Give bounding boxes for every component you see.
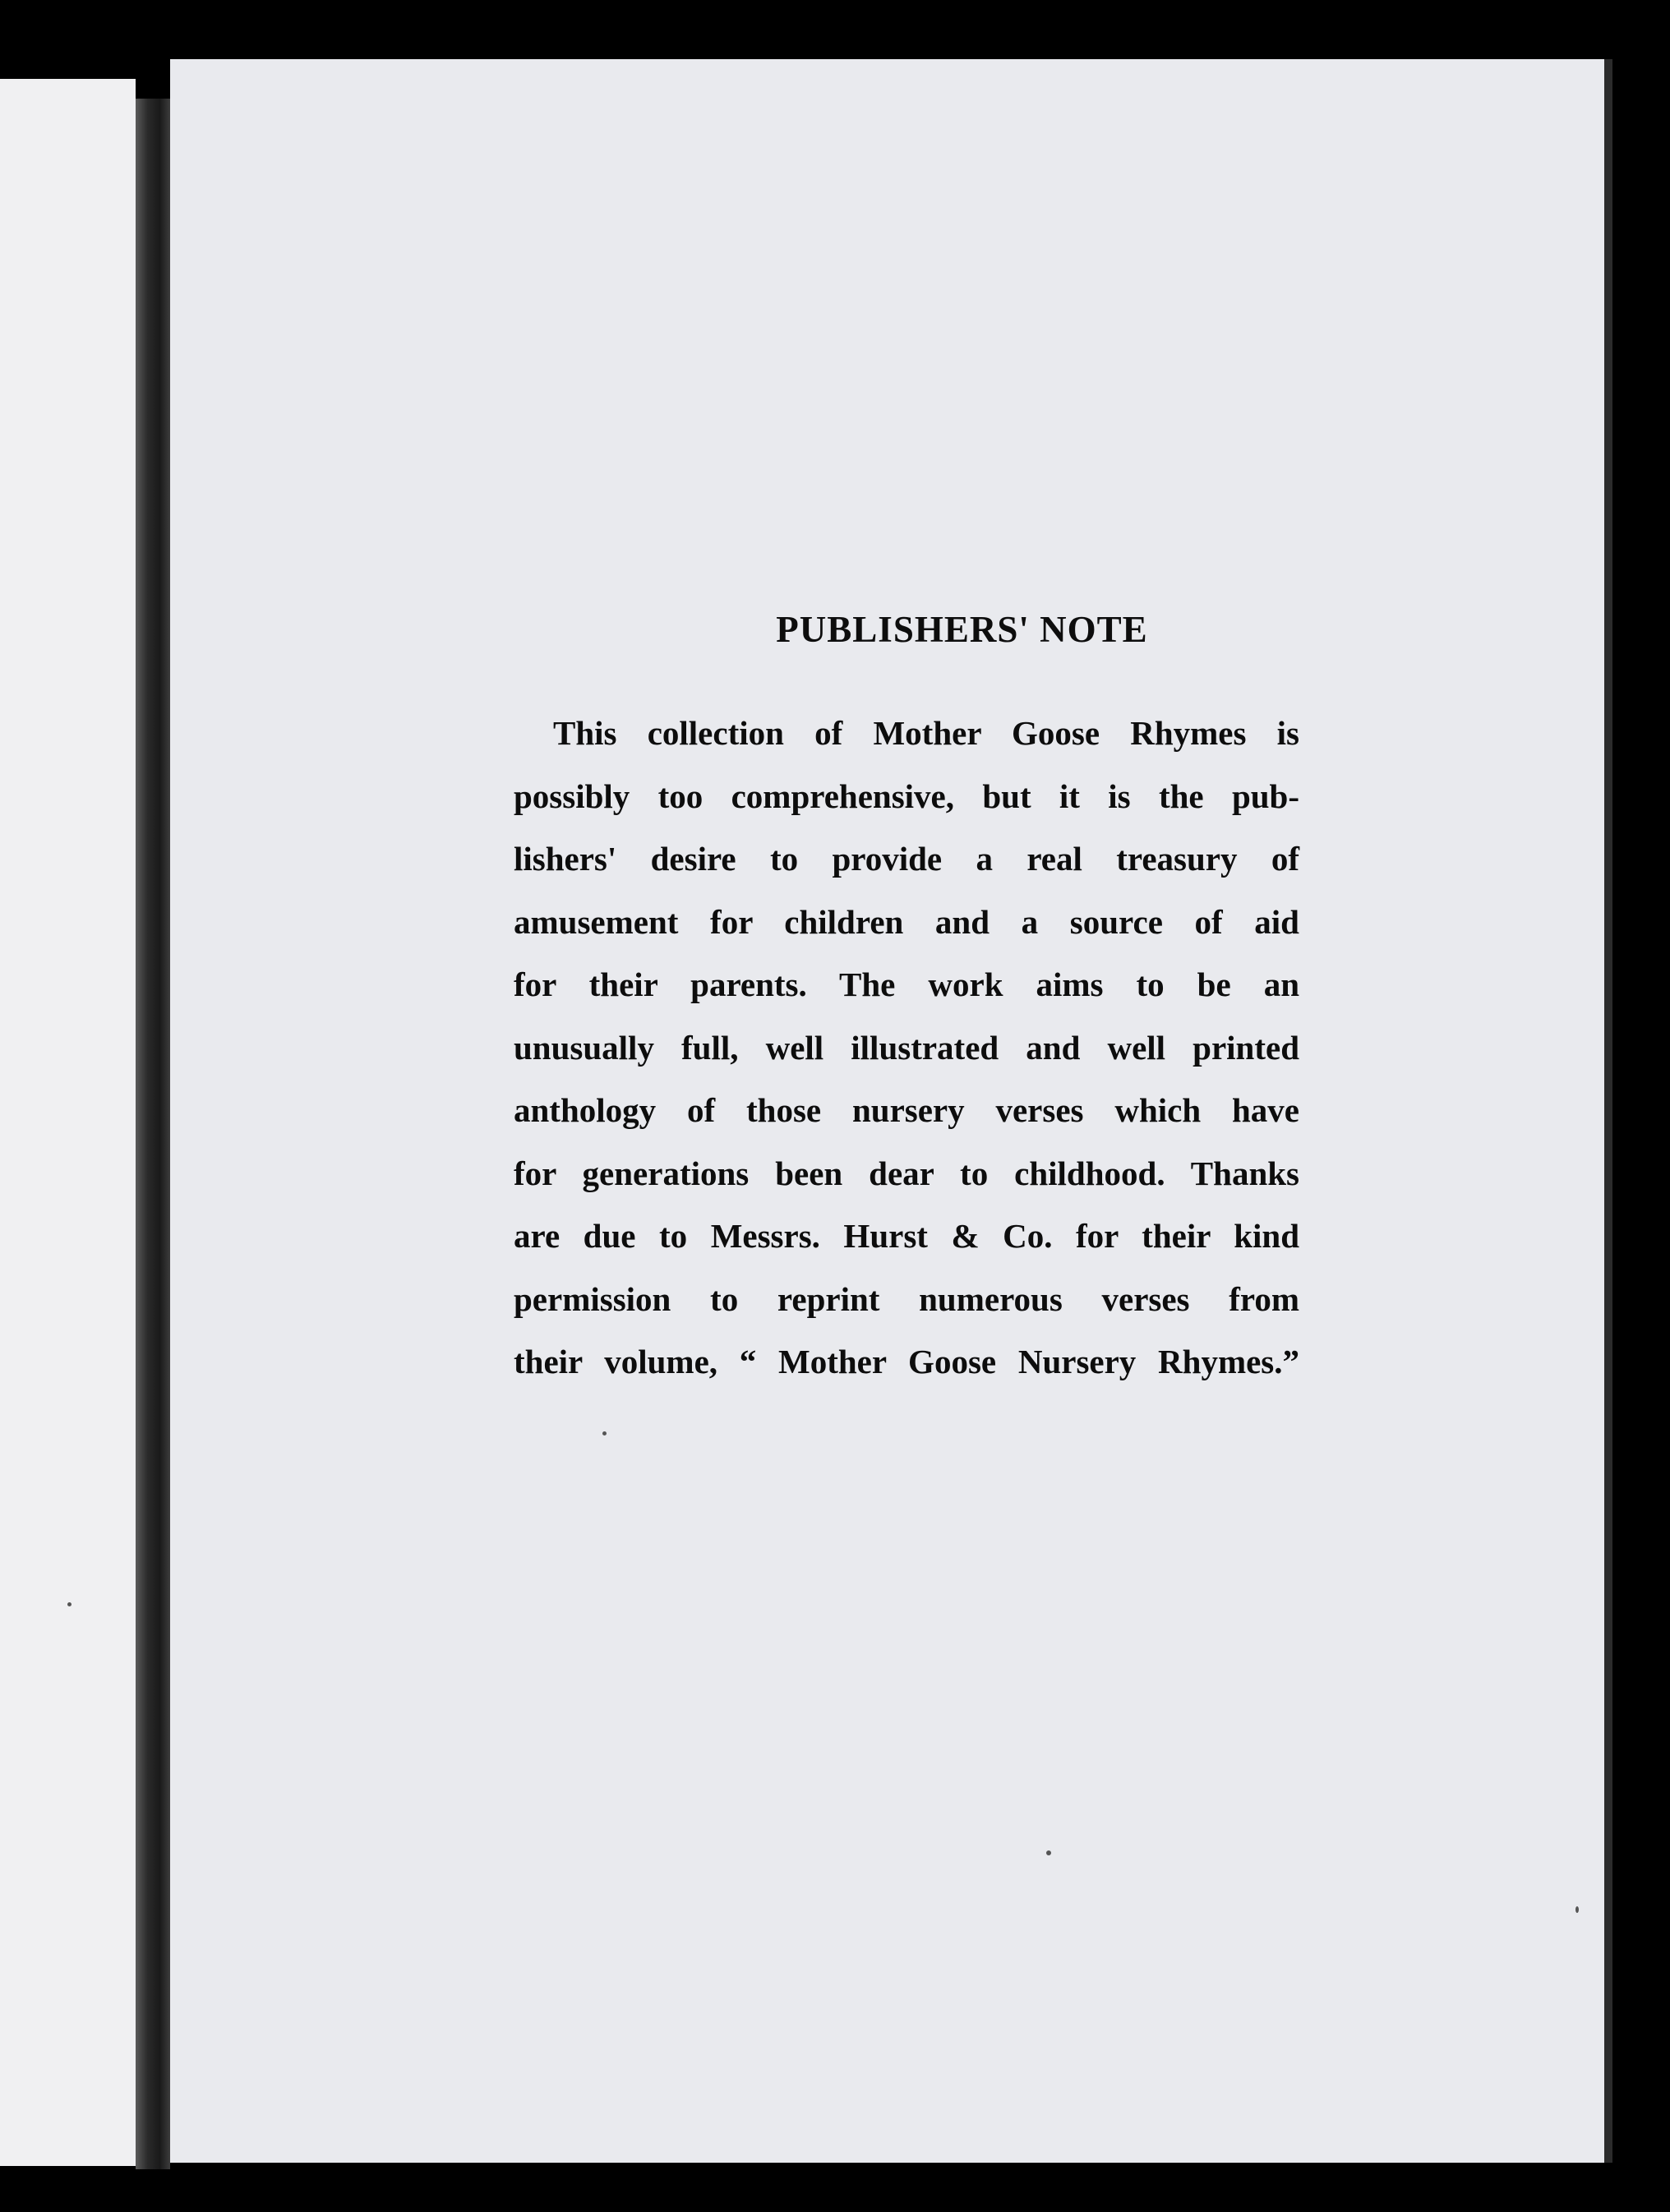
- body-line: lishers' desire to provide a real treasury of: [514, 840, 1299, 878]
- body-line: permission to reprint numerous verses from: [514, 1279, 1299, 1318]
- scan-speck: [67, 1602, 72, 1606]
- body-line: amusement for children and a source of aid: [514, 902, 1299, 941]
- body-line: for generations been dear to childhood. Thanks: [514, 1154, 1299, 1192]
- left-page-edge: [0, 79, 136, 2166]
- body-line: anthology of those nursery verses which have: [514, 1091, 1299, 1129]
- scan-speck: [1575, 1906, 1579, 1913]
- body-line: possibly too comprehensive, but it is the pub-: [514, 777, 1299, 815]
- right-page-edge: [1604, 59, 1612, 2163]
- body-line: for their parents. The work aims to be an: [514, 965, 1299, 1003]
- publishers-note: [514, 608, 1299, 1394]
- scan-speck: [1046, 1850, 1051, 1855]
- binding-shadow: [136, 99, 170, 2169]
- scan-speck: [602, 1431, 607, 1435]
- body-line: are due to Messrs. Hurst & Co. for their kind: [514, 1217, 1299, 1255]
- note-heading: PUBLISHERS' NOTE: [776, 609, 1148, 650]
- body-line: their volume, “ Mother Goose Nursery Rhymes.”: [514, 1343, 1299, 1380]
- note-body: [514, 702, 1299, 1394]
- body-line: This collection of Mother Goose Rhymes is: [553, 714, 1299, 752]
- body-line: unusually full, well illustrated and well printed: [514, 1028, 1299, 1067]
